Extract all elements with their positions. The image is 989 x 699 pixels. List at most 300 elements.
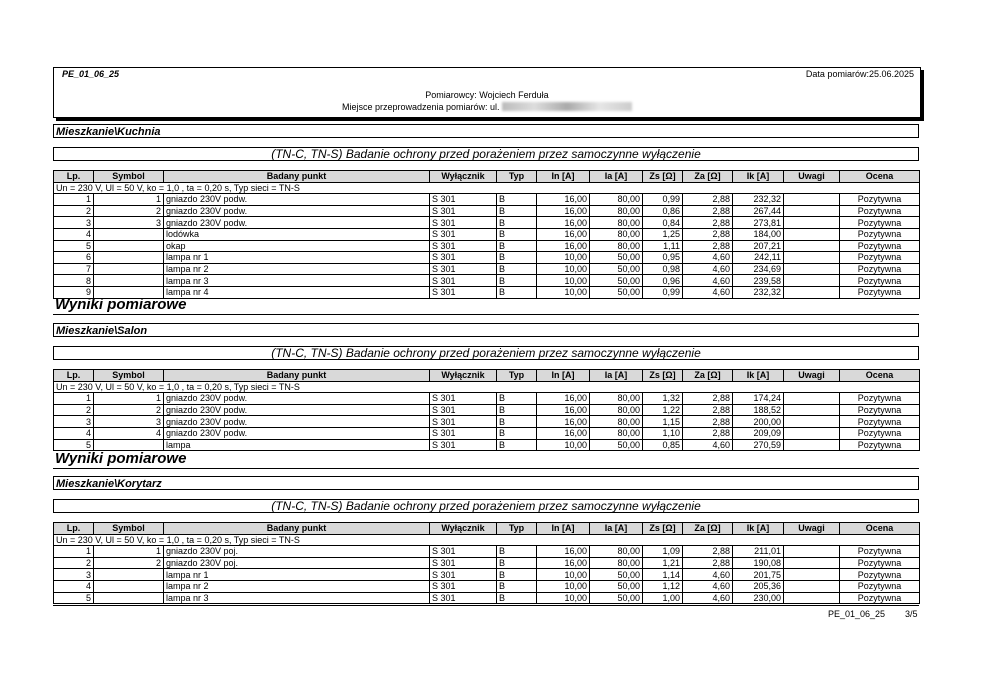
cell-ia: 80,00 xyxy=(590,427,643,439)
cell-lp: 4 xyxy=(54,580,94,592)
cell-typ: B xyxy=(497,592,537,604)
column-header: Wyłącznik xyxy=(430,370,497,382)
cell-za: 2,88 xyxy=(683,205,733,217)
cell-za: 2,88 xyxy=(683,427,733,439)
table-row xyxy=(54,557,920,569)
cell-ocena: Pozytywna xyxy=(840,393,920,405)
table-header-row xyxy=(54,171,920,183)
column-header: Ocena xyxy=(840,171,920,183)
table-row xyxy=(54,217,920,229)
column-header: Ia [A] xyxy=(590,523,643,535)
bottom-divider xyxy=(53,605,919,606)
cell-typ: B xyxy=(497,546,537,558)
table-row xyxy=(54,252,920,264)
cell-typ: B xyxy=(497,263,537,275)
cell-ocena: Pozytywna xyxy=(840,546,920,558)
cell-symbol: 2 xyxy=(94,205,164,217)
redacted-address xyxy=(502,102,632,111)
table-row xyxy=(54,592,920,604)
cell-ik: 200,00 xyxy=(733,416,784,428)
column-header: In [A] xyxy=(537,171,590,183)
cell-in: 10,00 xyxy=(537,580,590,592)
cell-ia: 80,00 xyxy=(590,557,643,569)
cell-breaker: S 301 xyxy=(430,592,497,604)
test-title: (TN-C, TN-S) Badanie ochrony przed porażeniem przez samoczynne wyłączenie xyxy=(53,499,919,513)
cell-symbol: 4 xyxy=(94,427,164,439)
cell-in: 10,00 xyxy=(537,439,590,451)
cell-ik: 188,52 xyxy=(733,404,784,416)
cell-ocena: Pozytywna xyxy=(840,217,920,229)
cell-ia: 80,00 xyxy=(590,194,643,206)
cell-zs: 1,32 xyxy=(643,393,683,405)
cell-symbol xyxy=(94,580,164,592)
column-header: In [A] xyxy=(537,523,590,535)
results-divider xyxy=(53,468,919,469)
cell-ia: 80,00 xyxy=(590,205,643,217)
cell-typ: B xyxy=(497,205,537,217)
cell-ia: 50,00 xyxy=(590,252,643,264)
cell-ia: 50,00 xyxy=(590,439,643,451)
cell-typ: B xyxy=(497,393,537,405)
column-header: Badany punkt xyxy=(164,523,430,535)
cell-ik: 205,36 xyxy=(733,580,784,592)
cell-ocena: Pozytywna xyxy=(840,205,920,217)
column-header: Ia [A] xyxy=(590,171,643,183)
cell-point: gniazdo 230V podw. xyxy=(164,194,430,206)
cell-za: 2,88 xyxy=(683,240,733,252)
cell-lp: 1 xyxy=(54,546,94,558)
column-header: Zs [Ω] xyxy=(643,171,683,183)
cell-point: lampa nr 1 xyxy=(164,252,430,264)
footer-doc-id: PE_01_06_25 xyxy=(828,609,886,619)
cell-symbol xyxy=(94,592,164,604)
cell-typ: B xyxy=(497,252,537,264)
cell-in: 16,00 xyxy=(537,557,590,569)
column-header: Badany punkt xyxy=(164,171,430,183)
cell-in: 10,00 xyxy=(537,252,590,264)
document-id: PE_01_06_25 xyxy=(62,69,120,79)
column-header: Badany punkt xyxy=(164,370,430,382)
operators-line: Pomiarowcy: Wojciech Ferduła xyxy=(425,90,549,100)
results-heading: Wyniki pomiarowe xyxy=(55,296,187,313)
table-row xyxy=(54,393,920,405)
cell-symbol: 1 xyxy=(94,194,164,206)
cell-lp: 1 xyxy=(54,393,94,405)
cell-za: 4,60 xyxy=(683,580,733,592)
cell-breaker: S 301 xyxy=(430,194,497,206)
cell-breaker: S 301 xyxy=(430,286,497,298)
cell-ik: 184,00 xyxy=(733,228,784,240)
cell-point: gniazdo 230V podw. xyxy=(164,217,430,229)
table-row xyxy=(54,205,920,217)
location-label: Miejsce przeprowadzenia pomiarów: ul. xyxy=(341,102,500,112)
cell-point: gniazdo 230V podw. xyxy=(164,404,430,416)
cell-breaker: S 301 xyxy=(430,404,497,416)
cell-breaker: S 301 xyxy=(430,205,497,217)
column-header: Ia [A] xyxy=(590,370,643,382)
cell-point: gniazdo 230V poj. xyxy=(164,546,430,558)
table-row xyxy=(54,439,920,451)
cell-symbol xyxy=(94,228,164,240)
cell-in: 16,00 xyxy=(537,240,590,252)
cell-zs: 1,12 xyxy=(643,580,683,592)
cell-in: 16,00 xyxy=(537,416,590,428)
cell-za: 4,60 xyxy=(683,592,733,604)
cell-zs: 1,09 xyxy=(643,546,683,558)
cell-breaker: S 301 xyxy=(430,546,497,558)
cell-uwagi xyxy=(784,194,840,206)
conditions-row xyxy=(54,534,920,546)
cell-lp: 4 xyxy=(54,427,94,439)
column-header: Ik [A] xyxy=(733,523,784,535)
cell-point: gniazdo 230V podw. xyxy=(164,393,430,405)
cell-ik: 232,32 xyxy=(733,194,784,206)
cell-uwagi xyxy=(784,217,840,229)
cell-point: lampa nr 4 xyxy=(164,286,430,298)
cell-ia: 80,00 xyxy=(590,217,643,229)
cell-uwagi xyxy=(784,546,840,558)
cell-uwagi xyxy=(784,404,840,416)
cell-zs: 0,86 xyxy=(643,205,683,217)
cell-typ: B xyxy=(497,217,537,229)
table-header-row xyxy=(54,523,920,535)
cell-zs: 1,11 xyxy=(643,240,683,252)
cell-point: lampa nr 2 xyxy=(164,263,430,275)
cell-zs: 1,22 xyxy=(643,404,683,416)
cell-ik: 230,00 xyxy=(733,592,784,604)
cell-lp: 3 xyxy=(54,217,94,229)
cell-za: 4,60 xyxy=(683,439,733,451)
cell-lp: 6 xyxy=(54,252,94,264)
cell-ia: 50,00 xyxy=(590,286,643,298)
table-row xyxy=(54,427,920,439)
cell-uwagi xyxy=(784,416,840,428)
column-header: Ocena xyxy=(840,523,920,535)
cell-ia: 50,00 xyxy=(590,263,643,275)
column-header: Lp. xyxy=(54,171,94,183)
cell-ik: 267,44 xyxy=(733,205,784,217)
cell-zs: 1,10 xyxy=(643,427,683,439)
cell-ocena: Pozytywna xyxy=(840,404,920,416)
cell-uwagi xyxy=(784,205,840,217)
cell-breaker: S 301 xyxy=(430,439,497,451)
cell-symbol xyxy=(94,240,164,252)
cell-zs: 0,98 xyxy=(643,263,683,275)
cell-point: lampa nr 3 xyxy=(164,592,430,604)
cell-za: 2,88 xyxy=(683,546,733,558)
cell-ik: 211,01 xyxy=(733,546,784,558)
cell-in: 16,00 xyxy=(537,393,590,405)
cell-ocena: Pozytywna xyxy=(840,580,920,592)
cell-ocena: Pozytywna xyxy=(840,427,920,439)
column-header: Za [Ω] xyxy=(683,370,733,382)
cell-typ: B xyxy=(497,240,537,252)
cell-ik: 239,58 xyxy=(733,275,784,287)
cell-ocena: Pozytywna xyxy=(840,557,920,569)
table-row xyxy=(54,263,920,275)
cell-typ: B xyxy=(497,228,537,240)
cell-typ: B xyxy=(497,194,537,206)
cell-symbol xyxy=(94,569,164,581)
column-header: Lp. xyxy=(54,370,94,382)
cell-za: 2,88 xyxy=(683,194,733,206)
cell-zs: 0,99 xyxy=(643,286,683,298)
cell-za: 2,88 xyxy=(683,228,733,240)
cell-breaker: S 301 xyxy=(430,228,497,240)
test-conditions: Un = 230 V, Ul = 50 V, ko = 1,0 , ta = 0,20 s, Typ sieci = TN-S xyxy=(54,381,920,393)
cell-breaker: S 301 xyxy=(430,275,497,287)
cell-uwagi xyxy=(784,263,840,275)
cell-ik: 207,21 xyxy=(733,240,784,252)
cell-ia: 80,00 xyxy=(590,240,643,252)
column-header: Lp. xyxy=(54,523,94,535)
cell-ocena: Pozytywna xyxy=(840,252,920,264)
cell-ocena: Pozytywna xyxy=(840,416,920,428)
cell-point: lampa xyxy=(164,439,430,451)
cell-ik: 273,81 xyxy=(733,217,784,229)
cell-za: 2,88 xyxy=(683,393,733,405)
table-row xyxy=(54,404,920,416)
room-title: Mieszkanie\Korytarz xyxy=(53,476,919,490)
cell-typ: B xyxy=(497,416,537,428)
cell-breaker: S 301 xyxy=(430,557,497,569)
cell-za: 2,88 xyxy=(683,557,733,569)
cell-point: lampa nr 1 xyxy=(164,569,430,581)
cell-ocena: Pozytywna xyxy=(840,194,920,206)
cell-typ: B xyxy=(497,404,537,416)
cell-ik: 190,08 xyxy=(733,557,784,569)
cell-in: 16,00 xyxy=(537,194,590,206)
cell-ocena: Pozytywna xyxy=(840,228,920,240)
column-header: Ocena xyxy=(840,370,920,382)
cell-lp: 5 xyxy=(54,592,94,604)
results-divider xyxy=(53,314,919,315)
cell-breaker: S 301 xyxy=(430,217,497,229)
cell-uwagi xyxy=(784,393,840,405)
cell-in: 16,00 xyxy=(537,427,590,439)
location-line xyxy=(54,102,920,112)
cell-breaker: S 301 xyxy=(430,252,497,264)
room-title: Mieszkanie\Kuchnia xyxy=(53,124,919,138)
cell-lp: 1 xyxy=(54,194,94,206)
cell-typ: B xyxy=(497,427,537,439)
column-header: Ik [A] xyxy=(733,370,784,382)
cell-ia: 50,00 xyxy=(590,569,643,581)
column-header: Typ xyxy=(497,171,537,183)
cell-symbol xyxy=(94,252,164,264)
cell-typ: B xyxy=(497,557,537,569)
cell-ocena: Pozytywna xyxy=(840,263,920,275)
table-row xyxy=(54,569,920,581)
cell-ocena: Pozytywna xyxy=(840,275,920,287)
cell-uwagi xyxy=(784,275,840,287)
cell-zs: 0,95 xyxy=(643,252,683,264)
column-header: Typ xyxy=(497,370,537,382)
cell-lp: 5 xyxy=(54,439,94,451)
table-row xyxy=(54,194,920,206)
column-header: Uwagi xyxy=(784,171,840,183)
column-header: Za [Ω] xyxy=(683,171,733,183)
cell-ik: 270,59 xyxy=(733,439,784,451)
cell-zs: 1,25 xyxy=(643,228,683,240)
cell-typ: B xyxy=(497,275,537,287)
cell-lp: 8 xyxy=(54,275,94,287)
measurement-table xyxy=(53,522,920,604)
cell-symbol xyxy=(94,439,164,451)
cell-za: 2,88 xyxy=(683,217,733,229)
cell-point: gniazdo 230V podw. xyxy=(164,416,430,428)
results-heading: Wyniki pomiarowe xyxy=(55,450,187,467)
cell-zs: 1,00 xyxy=(643,592,683,604)
cell-ia: 80,00 xyxy=(590,393,643,405)
cell-ia: 80,00 xyxy=(590,416,643,428)
cell-za: 2,88 xyxy=(683,416,733,428)
cell-ia: 80,00 xyxy=(590,404,643,416)
table-row xyxy=(54,228,920,240)
cell-point: gniazdo 230V poj. xyxy=(164,557,430,569)
conditions-row xyxy=(54,182,920,194)
column-header: Uwagi xyxy=(784,523,840,535)
cell-uwagi xyxy=(784,228,840,240)
cell-typ: B xyxy=(497,286,537,298)
cell-ocena: Pozytywna xyxy=(840,439,920,451)
cell-ik: 234,69 xyxy=(733,263,784,275)
cell-ia: 80,00 xyxy=(590,228,643,240)
table-row xyxy=(54,546,920,558)
conditions-row xyxy=(54,381,920,393)
cell-symbol: 1 xyxy=(94,546,164,558)
cell-ia: 50,00 xyxy=(590,592,643,604)
cell-ocena: Pozytywna xyxy=(840,592,920,604)
cell-uwagi xyxy=(784,557,840,569)
report-header xyxy=(53,67,921,118)
cell-in: 10,00 xyxy=(537,569,590,581)
cell-zs: 0,96 xyxy=(643,275,683,287)
table-row xyxy=(54,275,920,287)
cell-zs: 1,21 xyxy=(643,557,683,569)
cell-zs: 0,84 xyxy=(643,217,683,229)
cell-za: 2,88 xyxy=(683,404,733,416)
cell-lp: 5 xyxy=(54,240,94,252)
cell-breaker: S 301 xyxy=(430,393,497,405)
test-conditions: Un = 230 V, Ul = 50 V, ko = 1,0 , ta = 0,20 s, Typ sieci = TN-S xyxy=(54,182,920,194)
cell-in: 16,00 xyxy=(537,546,590,558)
cell-ocena: Pozytywna xyxy=(840,569,920,581)
cell-zs: 1,15 xyxy=(643,416,683,428)
cell-uwagi xyxy=(784,439,840,451)
column-header: Symbol xyxy=(94,171,164,183)
cell-in: 10,00 xyxy=(537,592,590,604)
cell-in: 16,00 xyxy=(537,228,590,240)
cell-in: 16,00 xyxy=(537,217,590,229)
cell-symbol xyxy=(94,263,164,275)
table-row xyxy=(54,240,920,252)
cell-za: 4,60 xyxy=(683,252,733,264)
cell-za: 4,60 xyxy=(683,569,733,581)
cell-ik: 201,75 xyxy=(733,569,784,581)
cell-uwagi xyxy=(784,580,840,592)
cell-point: lodówka xyxy=(164,228,430,240)
cell-point: okap xyxy=(164,240,430,252)
cell-uwagi xyxy=(784,569,840,581)
column-header: Ik [A] xyxy=(733,171,784,183)
cell-ia: 80,00 xyxy=(590,546,643,558)
cell-in: 16,00 xyxy=(537,205,590,217)
cell-typ: B xyxy=(497,569,537,581)
table-row xyxy=(54,416,920,428)
cell-ik: 174,24 xyxy=(733,393,784,405)
cell-lp: 3 xyxy=(54,416,94,428)
cell-lp: 2 xyxy=(54,404,94,416)
cell-breaker: S 301 xyxy=(430,416,497,428)
cell-typ: B xyxy=(497,439,537,451)
cell-lp: 2 xyxy=(54,205,94,217)
cell-ocena: Pozytywna xyxy=(840,286,920,298)
cell-breaker: S 301 xyxy=(430,569,497,581)
cell-uwagi xyxy=(784,240,840,252)
cell-zs: 0,85 xyxy=(643,439,683,451)
column-header: Za [Ω] xyxy=(683,523,733,535)
cell-ik: 209,09 xyxy=(733,427,784,439)
cell-in: 16,00 xyxy=(537,404,590,416)
cell-za: 4,60 xyxy=(683,275,733,287)
column-header: Wyłącznik xyxy=(430,171,497,183)
cell-in: 10,00 xyxy=(537,263,590,275)
cell-lp: 2 xyxy=(54,557,94,569)
cell-point: lampa nr 2 xyxy=(164,580,430,592)
cell-point: gniazdo 230V podw. xyxy=(164,427,430,439)
column-header: Wyłącznik xyxy=(430,523,497,535)
cell-ia: 50,00 xyxy=(590,275,643,287)
column-header: Typ xyxy=(497,523,537,535)
cell-point: gniazdo 230V podw. xyxy=(164,205,430,217)
cell-zs: 0,99 xyxy=(643,194,683,206)
cell-typ: B xyxy=(497,580,537,592)
cell-lp: 9 xyxy=(54,286,94,298)
cell-ik: 242,11 xyxy=(733,252,784,264)
test-conditions: Un = 230 V, Ul = 50 V, ko = 1,0 , ta = 0,20 s, Typ sieci = TN-S xyxy=(54,534,920,546)
cell-symbol xyxy=(94,275,164,287)
column-header: Uwagi xyxy=(784,370,840,382)
cell-symbol: 3 xyxy=(94,416,164,428)
cell-zs: 1,14 xyxy=(643,569,683,581)
measurement-table xyxy=(53,369,920,451)
cell-ocena: Pozytywna xyxy=(840,240,920,252)
cell-ia: 50,00 xyxy=(590,580,643,592)
cell-symbol: 2 xyxy=(94,404,164,416)
room-title: Mieszkanie\Salon xyxy=(53,323,919,337)
cell-za: 4,60 xyxy=(683,286,733,298)
cell-symbol: 2 xyxy=(94,557,164,569)
table-row xyxy=(54,580,920,592)
table-header-row xyxy=(54,370,920,382)
column-header: Zs [Ω] xyxy=(643,523,683,535)
measurement-table xyxy=(53,170,920,299)
column-header: Symbol xyxy=(94,370,164,382)
cell-symbol: 1 xyxy=(94,393,164,405)
cell-in: 10,00 xyxy=(537,275,590,287)
cell-za: 4,60 xyxy=(683,263,733,275)
cell-breaker: S 301 xyxy=(430,240,497,252)
test-title: (TN-C, TN-S) Badanie ochrony przed porażeniem przez samoczynne wyłączenie xyxy=(53,147,919,161)
cell-lp: 7 xyxy=(54,263,94,275)
cell-breaker: S 301 xyxy=(430,427,497,439)
measurement-date: Data pomiarów:25.06.2025 xyxy=(805,69,914,79)
test-title: (TN-C, TN-S) Badanie ochrony przed porażeniem przez samoczynne wyłączenie xyxy=(53,346,919,360)
cell-uwagi xyxy=(784,286,840,298)
column-header: Symbol xyxy=(94,523,164,535)
cell-lp: 3 xyxy=(54,569,94,581)
